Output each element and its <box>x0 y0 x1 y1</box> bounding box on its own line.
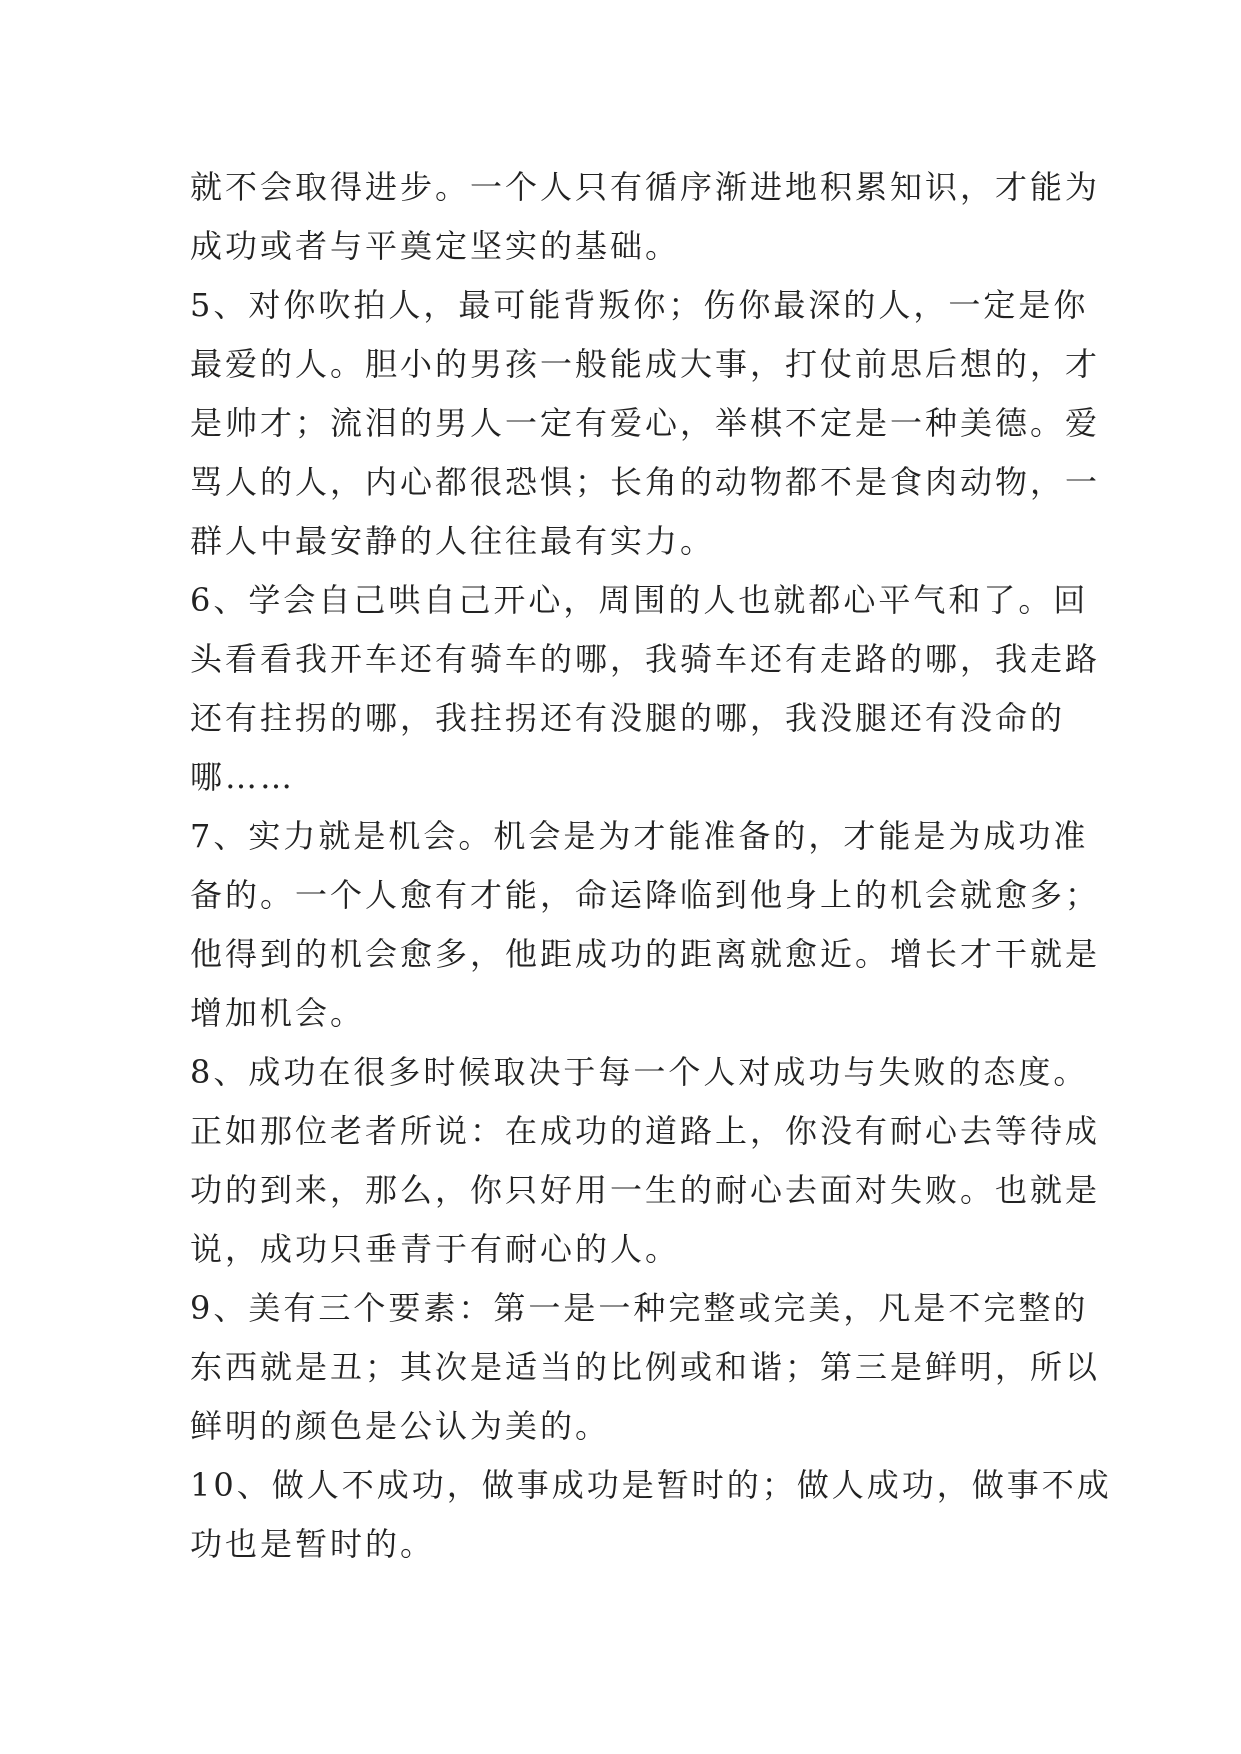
text-line: 骂人的人，内心都很恐惧；长角的动物都不是食肉动物，一 <box>190 463 1101 501</box>
text-line: 最爱的人。胆小的男孩一般能成大事，打仗前思后想的，才 <box>190 345 1101 383</box>
text-line: 还有拄拐的哪，我拄拐还有没腿的哪，我没腿还有没命的 <box>190 699 1066 737</box>
text-line: 就不会取得进步。一个人只有循序渐进地积累知识，才能为 <box>190 168 1101 206</box>
text-line: 他得到的机会愈多，他距成功的距离就愈近。增长才干就是 <box>190 935 1101 973</box>
text-line: 鲜明的颜色是公认为美的。 <box>190 1407 611 1445</box>
text-line: 正如那位老者所说：在成功的道路上，你没有耐心去等待成 <box>190 1112 1101 1150</box>
text-line: 成功或者与平奠定坚实的基础。 <box>190 227 681 265</box>
text-line: 群人中最安静的人往往最有实力。 <box>190 522 716 560</box>
body-text <box>190 158 1112 1574</box>
text-line: 功的到来，那么，你只好用一生的耐心去面对失败。也就是 <box>190 1171 1101 1209</box>
text-line: 功也是暂时的。 <box>190 1525 436 1563</box>
text-line: 哪…… <box>190 758 296 796</box>
text-line: 5、对你吹拍人，最可能背叛你；伤你最深的人，一定是你 <box>190 286 1089 324</box>
text-line: 是帅才；流泪的男人一定有爱心，举棋不定是一种美德。爱 <box>190 404 1101 442</box>
text-line: 备的。一个人愈有才能，命运降临到他身上的机会就愈多； <box>190 876 1101 914</box>
text-line: 9、美有三个要素：第一是一种完整或完美，凡是不完整的 <box>190 1289 1089 1327</box>
text-line: 8、成功在很多时候取决于每一个人对成功与失败的态度。 <box>190 1053 1089 1091</box>
text-line: 增加机会。 <box>190 994 366 1032</box>
text-line: 东西就是丑；其次是适当的比例或和谐；第三是鲜明，所以 <box>190 1348 1101 1386</box>
text-line: 7、实力就是机会。机会是为才能准备的，才能是为成功准 <box>190 817 1089 855</box>
text-line: 说，成功只垂青于有耐心的人。 <box>190 1230 681 1268</box>
text-line: 6、学会自己哄自己开心，周围的人也就都心平气和了。回 <box>190 581 1089 619</box>
text-line: 10、做人不成功，做事成功是暂时的；做人成功，做事不成 <box>190 1466 1112 1504</box>
text-line: 头看看我开车还有骑车的哪，我骑车还有走路的哪，我走路 <box>190 640 1101 678</box>
